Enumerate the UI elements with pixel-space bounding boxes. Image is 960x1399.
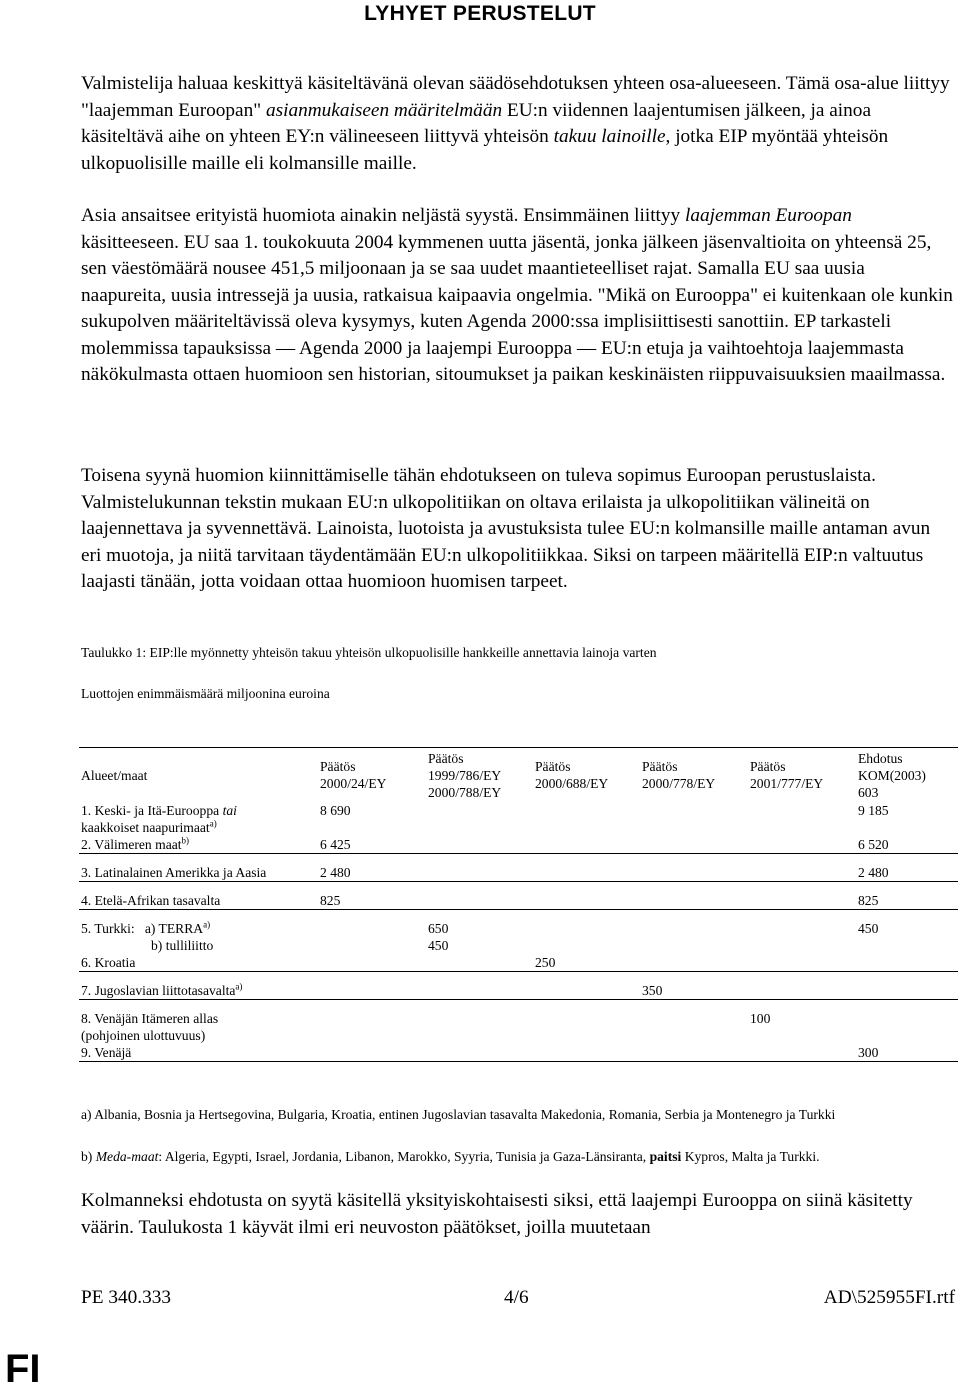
cell-value: 2 480 [856,854,958,882]
cell-value: 6 425 [318,836,426,854]
cell-value: 250 [533,954,640,972]
row-label: 3. Latinalainen Amerikka ja Aasia [79,854,318,882]
row-label: 6. Kroatia [79,954,318,972]
header-col1: Päätös 2000/24/EY [318,748,426,803]
row-label: 8. Venäjän Itämeren allas (pohjoinen ulottuvuus) [81,1011,219,1043]
p1-text-a: Valmistelija haluaa keskittyä käsiteltävänä olevan säädösehdotuksen yhteen osa-alueeseen. Tämä osa-alue liittyy "laajemman Euroopan" [81,73,950,121]
cell-value: 825 [856,882,958,910]
cell-value: 100 [750,1011,771,1026]
footer-page-number: 4/6 [504,1287,529,1308]
p2-text-a: Asia ansaitsee erityistä huomiota ainakin neljästä syystä. Ensimmäinen liittyy [81,205,686,226]
header-col5: Päätös 2001/777/EY [748,748,856,803]
row-label: 2. Välimeren maat$^{b)}$ [79,836,318,854]
table-row [79,1000,958,1045]
cell-value: 825 [318,882,426,910]
table-row [79,1044,958,1062]
cell-value: 450 [858,921,879,936]
cell-value: 8 690 [320,803,351,818]
footer-file-name: AD\525955FI.rtf [823,1287,955,1308]
row-label: 5. Turkki: a) TERRA$^{a)}$ b) tulliliitto [81,919,214,953]
paragraph-first-reason [81,203,953,389]
table-caption: Taulukko 1: EIP:lle myönnetty yhteisön takuu yhteisön ulkopuolisille hankkeille annettavia lainoja varten [81,645,657,660]
footnote-b: b) Meda-maat: Algeria, Egypti, Israel, Jordania, Libanon, Marokko, Syyria, Tunisia ja Gaza-Länsiranta, paitsi Kypros, Malta ja Turkki. [81,1149,820,1164]
table-row [79,972,958,1000]
row-label: 7. Jugoslavian liittotasavalta$^{a)}$ [79,972,318,1000]
guarantee-table [79,747,958,1062]
cell-value: 2 480 [318,854,426,882]
row-label: 9. Venäjä [79,1044,318,1062]
p1-italic-d: takuu lainoille [553,126,666,147]
header-col2: Päätös 1999/786/EY 2000/788/EY [426,748,533,803]
footnote-a: a) Albania, Bosnia ja Hertsegovina, Bulgaria, Kroatia, entinen Jugoslavian tasavalta Makedonia, Romania, Serbia ja Montenegro ja Turkki [81,1107,836,1122]
p2-text-c: käsitteeseen. EU saa 1. toukokuuta 2004 kymmenen uutta jäsentä, jonka jälkeen jäsenvaltioita on yhteensä 25, sen väestömäärä nousee 451,5 miljoonaan ja se saa uudet maantieteelliset rajat. Samalla EU saa uusia naapureita, uusia intressejä ja uusia, ratkaisua kaipaavia ongelmia. "Mikä on Eurooppa" ei kuitenkaan ole kunkin sukupolven määriteltävissä oleva kysymys, kuten Agenda 2000:ssa implisiittisesti sanottiin. EP tarkasteli molemmissa tapauksissa — Agenda 2000 ja laajempi Eurooppa — EU:n etuja ja vaihtoehtoja laajemmasta näkökulmasta ottaen huomioon sen historian, sitoumukset ja paikan keskinäisten riippuvaisuuksien maailmassa. [81,231,953,385]
header-col6: Ehdotus KOM(2003) 603 [856,748,958,803]
page-header-title: LYHYET PERUSTELUT [364,2,596,25]
table-row [79,910,958,955]
language-code: FI [5,1347,41,1391]
cell-value: 300 [856,1044,958,1062]
footer-doc-number: PE 340.333 [81,1287,171,1308]
header-area: Alueet/maat [79,748,318,803]
p1-text-e: , jotka EIP myöntää yhteisön ulkopuolisille maille eli kolmansille maille. [81,126,889,174]
row-label: 4. Etelä-Afrikan tasavalta [79,882,318,910]
table-header-row [79,748,958,803]
table-row [79,836,958,854]
cell-value: 9 185 [858,803,889,818]
table-row [79,882,958,910]
cell-value: 6 520 [856,836,958,854]
p1-italic-b: asianmukaiseen määritelmään [265,99,503,121]
table-subcaption: Luottojen enimmäismäärä miljoonina euroina [81,686,330,701]
table-row [79,954,958,972]
table-row [79,802,958,836]
cell-value: 650 450 [428,921,449,953]
paragraph-intro [81,71,953,177]
paragraph-third-reason: Kolmanneksi ehdotusta on syytä käsitellä yksityiskohtaisesti siksi, että laajempi Eurooppa on siinä käsitetty väärin. Taulukosta 1 käyvät ilmi eri neuvoston päätökset, joilla muutetaan [81,1190,913,1238]
cell-value: 350 [640,972,748,1000]
row-label: 1. Keski- ja Itä-Eurooppa tai kaakkoiset naapurimaat$^{a)}$ [81,803,237,835]
paragraph-second-reason: Toisena syynä huomion kiinnittämiselle tähän ehdotukseen on tuleva sopimus Euroopan perustuslaista. Valmistelukunnan tekstin mukaan EU:n ulkopolitiikan on oltava erilaista ja ulkopolitiikan välineitä on laajennettava ja syvennettävä. Lainoista, luotoista ja avustuksista tulee EU:n kolmansille maille antaman avun eri muotoja, ja niitä tarvitaan täydentämään EU:n ulkopolitiikkaa. Siksi on tarpeen määritellä EIP:n valtuutus laajasti tänään, jotta voidaan ottaa huomioon huomisen tarpeet. [81,465,931,592]
p1-text-c: EU:n viidennen laajentumisen jälkeen, ja ainoa käsiteltävä aihe on yhteen EY:n välineeseen liittyvä yhteisön [81,99,872,147]
p2-italic-b: laajemman Euroopan [685,205,852,226]
table-row [79,854,958,882]
header-col4: Päätös 2000/778/EY [640,748,748,803]
header-col3: Päätös 2000/688/EY [533,748,640,803]
